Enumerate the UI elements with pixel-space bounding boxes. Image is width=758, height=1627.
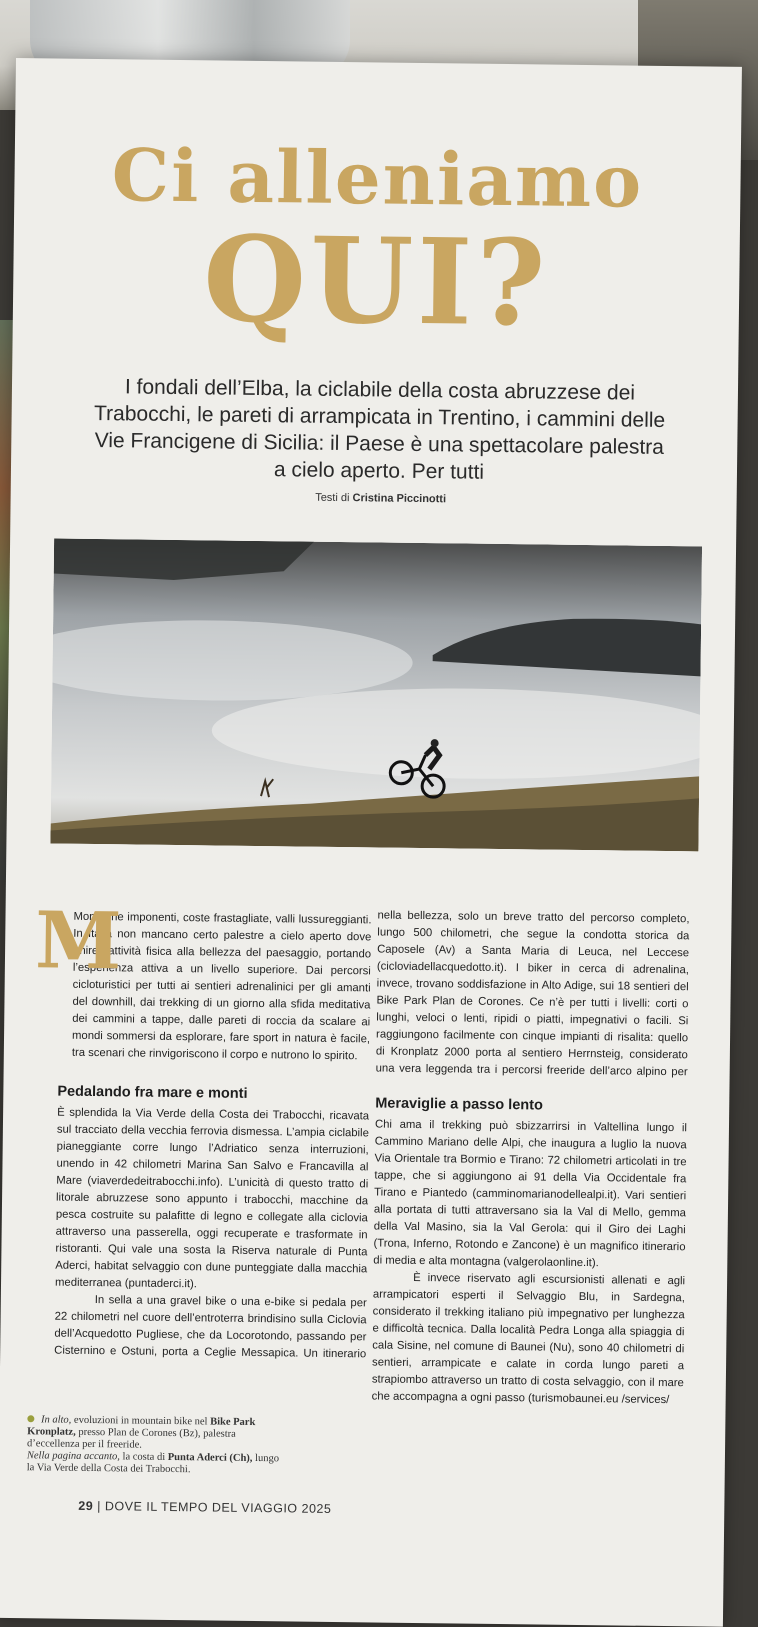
caption-text2: presso Plan de Corones (Bz), palestra d’eccellenza per il freeride. bbox=[27, 1426, 236, 1451]
magazine-page bbox=[0, 58, 742, 1627]
caption-bold1: Bike Park Kronplatz, bbox=[27, 1416, 256, 1438]
intro-paragraph: Montagne imponenti, coste frastagliate, valli lussureggianti. In Italia non mancano certo palestre a cielo aperto dove unire l’attività fisica alla bellezza del paesaggio, portando l’esperienza attiva a un livello superiore. Dai percorsi cicloturistici per tutti ai sentieri adrenalinici per gli amanti del downhill, dai trekking di un giorno alla sfida meditativa dei cammini a tappe, dalle pareti di roccia da scalare ai mondi sommersi da esplorare, fare sport in natura è facile, tra scenari che rinvigoriscono il corpo e nutrono lo spirito. bbox=[71, 910, 372, 1063]
section1-continuation bbox=[376, 907, 690, 1081]
footer-separator: | bbox=[97, 1499, 102, 1514]
hero-photo-mountain-biker bbox=[50, 539, 702, 852]
headline-line1: Ci alleniamo bbox=[111, 132, 644, 224]
section-title-meraviglie: Meraviglie a passo lento bbox=[375, 1095, 543, 1114]
section-title-pedalando: Pedalando fra mare e monti bbox=[57, 1083, 248, 1102]
column-left bbox=[34, 895, 372, 1364]
section2-paragraph1: Chi ama il trekking può sbizzarrirsi in Valtellina lungo il Cammino Mariano delle Alpi, che inaugura a luglio la nuova Via Orientale tra Bormio e Tirano: 72 chilometri articolati in tre tappe, che si aggiungono ai 91 della Via Occidentale fra Tirano e Piantedo (camminomarianodellealpi.it). Vari sentieri alla portata di tutti attraversano sia la Val di Mello, gemma della Val Masino, sia la Val Gerola: qui il Giro dei Laghi (Trona, Inferno, Rotondo e Zancone) è un magnifico itinerario di media e alta montagna (valgerolaonline.it). bbox=[373, 1118, 688, 1270]
page-number: 29 bbox=[78, 1498, 94, 1514]
caption-bold2: Punta Aderci (Ch), bbox=[167, 1451, 253, 1464]
column-right bbox=[372, 907, 690, 1409]
headline-line2: QUI? bbox=[202, 209, 551, 353]
section2-paragraph2: È invece riservato agli escursionisti allenati e agli arrampicatori esperti il Selvaggio Blu, in Sardegna, considerato il trekking italiano più impegnativo per lunghezza e difficoltà tecnica. Dalla località Pedra Longa alla spiaggia di cala Sisine, nel comune di Baunei (Nu), sono 40 chilometri di sentieri, arrampicate e calate in corda lungo pareti a strapiombo attraverso un tratto di costa selvaggio, con il mare che accompagna a ogni passo (turismobaunei.eu /services/ bbox=[371, 1271, 686, 1407]
section1-paragraph1: È splendida la Via Verde della Costa dei Trabocchi, ricavata sul tracciato della vecchia ferrovia dismessa. L’ampia ciclabile pianeggiante corre lungo l’Adriatico senza interruzioni, unendo in 42 chilometri Marina San Salvo e Francavilla al Mare (viaverdedeitrabocchi.info). L’unicità di questo tratto di litorale abruzzese sono appunto i trabocchi, macchine da pesca costruite su palafitte di legno e collegate alla ciclovia attraverso una passerella, oggi recuperate e trasformate in ristoranti. Qui vale una sosta la Riserva naturale di Punta Aderci, habitat selvaggio con dune punteggiate dalla macchia mediterranea (puntaderci.it). bbox=[54, 1106, 370, 1291]
caption-text3: la costa di bbox=[122, 1451, 166, 1463]
byline-prefix: Testi di bbox=[315, 491, 350, 505]
page-footer bbox=[78, 1499, 331, 1516]
byline bbox=[211, 490, 551, 506]
caption-text1: evoluzioni in mountain bike nel bbox=[73, 1414, 208, 1428]
dropcap: M bbox=[34, 895, 123, 988]
magazine-name: DOVE IL TEMPO DEL VIAGGIO 2025 bbox=[104, 1499, 332, 1516]
standfirst: I fondali dell’Elba, la ciclabile della costa abruzzese dei Trabocchi, le pareti di arrampicata in Trentino, i cammini delle Vie Francigene di Sicilia: il Paese è una spettacolare palestra a cielo aperto. Per tutti bbox=[93, 375, 666, 484]
photo-caption bbox=[27, 1414, 288, 1477]
caption-lead2: Nella pagina accanto, bbox=[26, 1450, 121, 1463]
caption-text4: lungo la Via Verde della Costa dei Trabocchi. bbox=[26, 1453, 280, 1476]
caption-lead1: In alto, bbox=[40, 1414, 72, 1426]
byline-author: Cristina Piccinotti bbox=[352, 492, 447, 506]
caption-bullet-icon bbox=[27, 1415, 34, 1422]
section1-paragraph2-continued: nella bellezza, solo un breve tratto del percorso completo, lungo 500 chilometri, che segue la condotta storica da Caposele (Av) a Santa Maria di Leuca, nel Leccese (cicloviadellacquedotto.it). I biker in cerca di adrenalina, invece, trovano soddisfazione in Alto Adige, sui 18 sentieri del Bike Park Plan de Corones. Ce n’è per tutti i livelli: corti o lunghi, veloci o lenti, ripidi o piatti, impegnativi o facili. Si raggiungono facilmente con cinque impianti di risalita: quello di Kronplatz 2000 porta al sentiero Herrnsteig, considerato una vera leggenda tra i percorsi freeride dell’arco alpino per bbox=[375, 909, 690, 1079]
section1-paragraph2: In sella a una gravel bike o una e-bike si pedala per 22 chilometri nel cuore dell’entroterra brindisino sulla Ciclovia dell’Acquedotto Pugliese, che da Locorotondo, passando per Cisternino e Ostuni, porta a Ceglie Messapica. Un itinerario bbox=[54, 1294, 367, 1361]
